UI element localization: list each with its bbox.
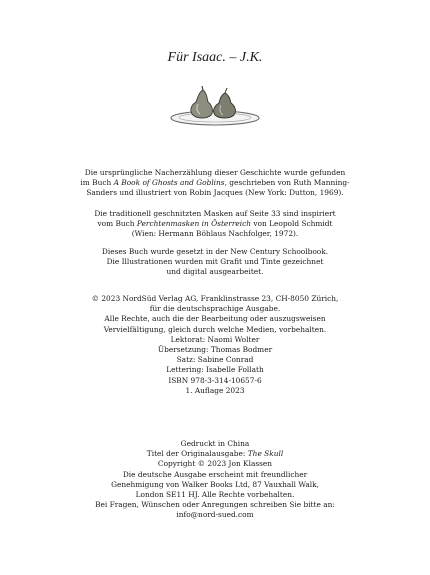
masks-line-3: (Wien: Hermann Böhlaus Nachfolger, 1972). (131, 229, 299, 239)
imprint-line: Vervielfältigung, gleich durch welche Medien, vorbehalten. (103, 324, 327, 334)
masks-line-2-post: von Leopold Schmidt (251, 219, 333, 229)
original-line: Bei Fragen, Wünschen oder Anregungen schreiben Sie bitte an: (95, 500, 335, 510)
source-line-2-post: , geschrieben von Ruth Manning- (224, 178, 350, 188)
original-title: The Skull (247, 449, 284, 459)
masks-line-1: Die traditionell geschnitzten Masken auf Seite 33 sind inspiriert (94, 209, 336, 218)
printed-in: Gedruckt in China (180, 439, 250, 448)
source-line-2-pre: im Buch (80, 178, 114, 188)
masks-book-title: Perchtenmasken in Österreich (136, 219, 252, 229)
source-line-3: Sanders und illustriert von Robin Jacques (New York: Dutton, 1969). (86, 188, 344, 198)
source-book-title: A Book of Ghosts and Goblins (113, 178, 225, 188)
source-line-2 (40, 178, 390, 188)
editor-credit: Lektorat: Naomi Wolter (170, 334, 260, 344)
original-title-pre: Titel der Originalausgabe: (146, 449, 248, 459)
original-edition (40, 439, 390, 521)
edition: 1. Auflage 2023 (185, 385, 245, 395)
original-line: Copyright © 2023 Jon Klassen (157, 459, 273, 469)
isbn: ISBN 978-3-314-10657-6 (168, 375, 262, 385)
typeset-note (40, 247, 390, 278)
original-title-line (40, 449, 390, 459)
source-credit (40, 168, 390, 199)
original-line: Genehmigung von Walker Books Ltd, 87 Vauxhall Walk, (111, 479, 319, 489)
imprint-line: © 2023 NordSüd Verlag AG, Franklinstrasse 23, CH-8050 Zürich, (91, 294, 339, 303)
original-line: London SE11 HJ. Alle Rechte vorbehalten. (135, 490, 295, 500)
typesetter-credit: Satz: Sabine Conrad (176, 355, 254, 365)
original-line: Die deutsche Ausgabe erscheint mit freundlicher (122, 469, 308, 479)
masks-credit (40, 209, 390, 240)
lettering-credit: Lettering: Isabelle Follath (166, 365, 264, 375)
translator-credit: Übersetzung: Thomas Bodmer (157, 345, 273, 355)
imprint-line: Alle Rechte, auch die der Bearbeitung oder auszugsweisen (104, 314, 326, 324)
two-pears-on-plate-icon (165, 82, 265, 130)
imprint-line: für die deutschsprachige Ausgabe. (149, 304, 281, 314)
masks-line-2 (40, 219, 390, 229)
imprint (40, 294, 390, 396)
masks-line-2-pre: vom Buch (97, 219, 137, 229)
typeset-line: und digital ausgearbeitet. (166, 267, 264, 277)
typeset-line: Die Illustrationen wurden mit Grafit und Tinte gezeichnet (106, 257, 324, 267)
typeset-line: Dieses Buch wurde gesetzt in der New Century Schoolbook. (101, 247, 329, 256)
dedication: Für Isaac. – J.K. (167, 50, 263, 65)
contact-email: info@nord-sued.com (176, 510, 254, 520)
source-line-1: Die ursprüngliche Nacherzählung dieser Geschichte wurde gefunden (84, 168, 346, 177)
